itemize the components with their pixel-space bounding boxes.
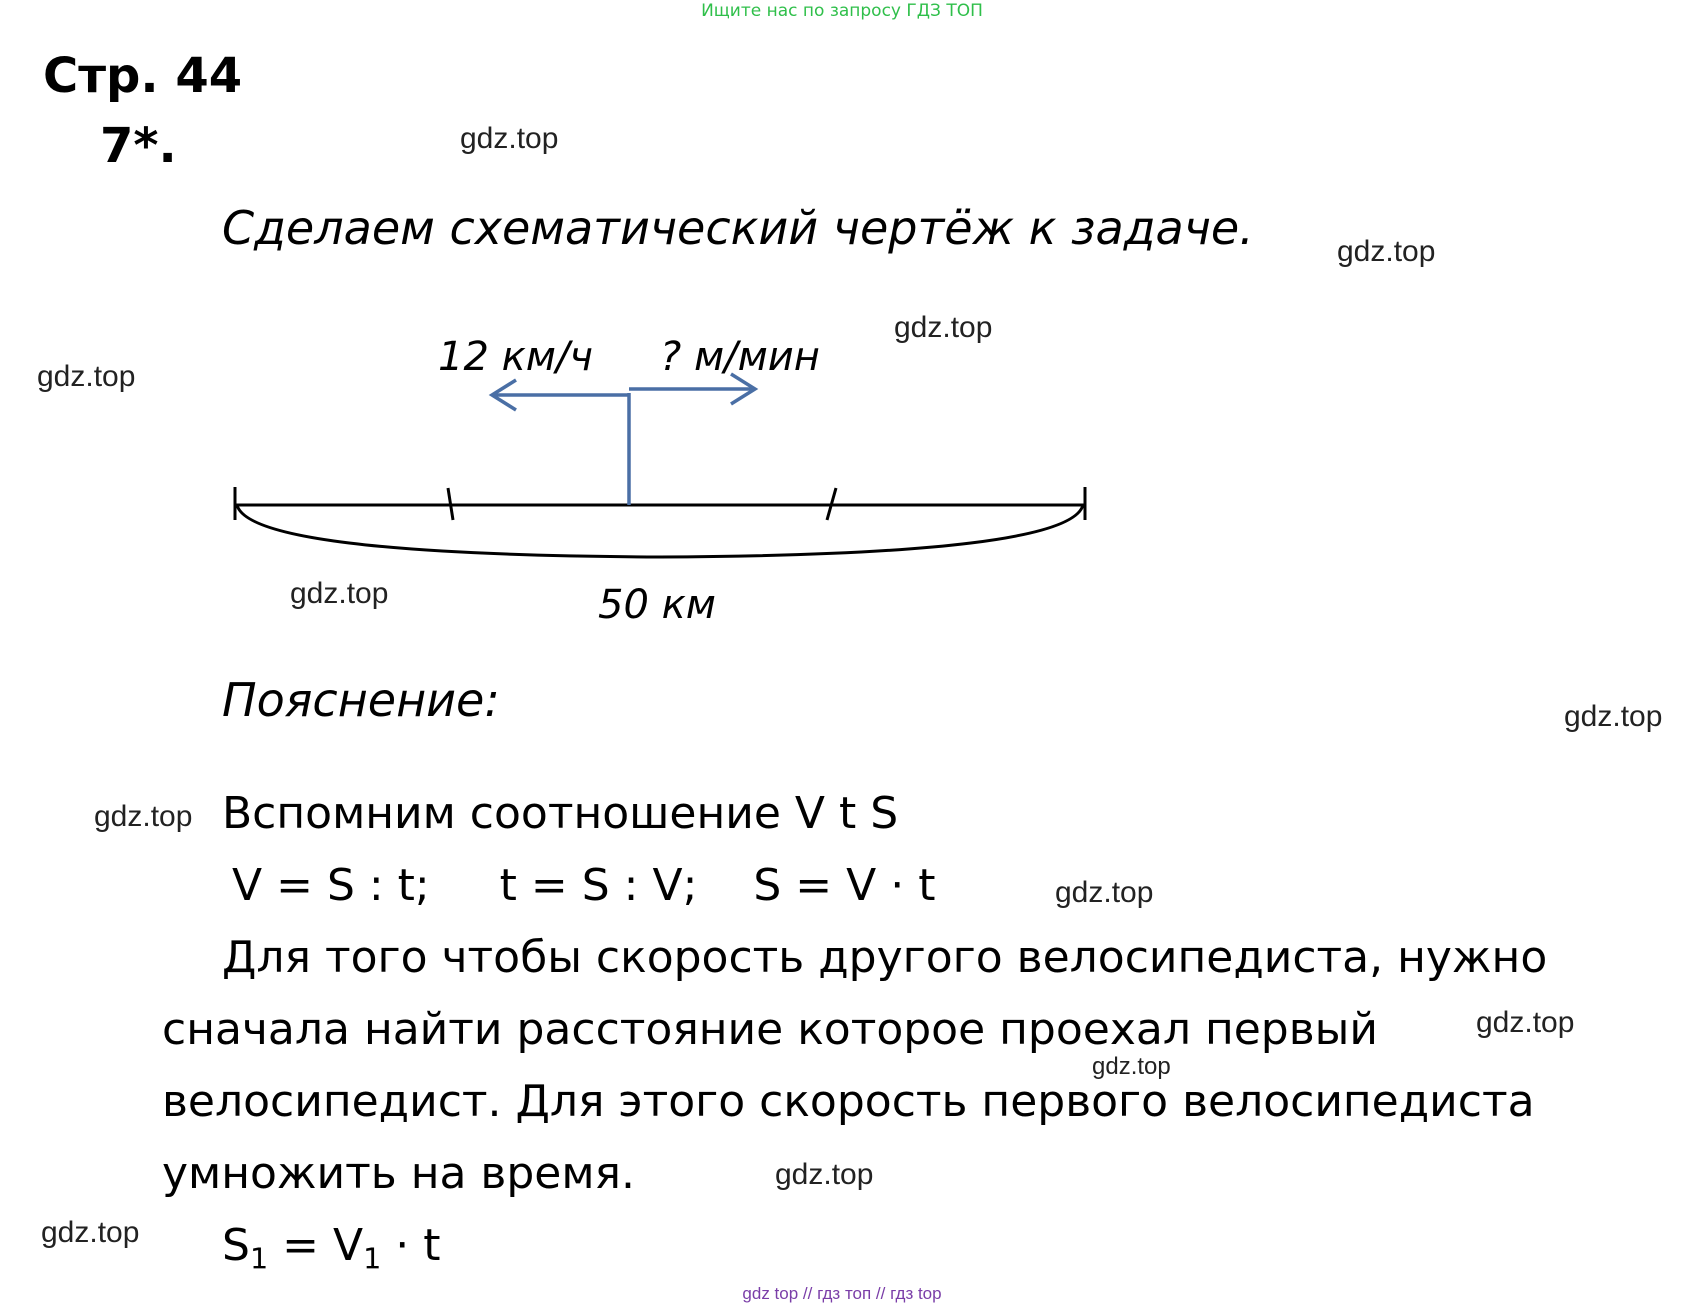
paragraph-line-2: сначала найти расстояние которое проехал первый [162, 1004, 1378, 1055]
watermark: gdz.top [1337, 235, 1436, 268]
task-number: 7*. [100, 118, 177, 174]
top-banner: Ищите нас по запросу ГДЗ ТОП [701, 1, 983, 21]
formulas-line: V = S : t; t = S : V; S = V · t [232, 860, 936, 911]
speed-right-label: ? м/мин [660, 334, 820, 380]
watermark: gdz.top [1564, 700, 1663, 733]
explanation-heading: Пояснение: [222, 673, 500, 727]
watermark: gdz.top [41, 1216, 140, 1249]
paragraph-line-4: умножить на время. [162, 1148, 635, 1199]
final-formula [222, 1218, 441, 1287]
footer-links: gdz top // гдз топ // гдз top [742, 1284, 942, 1303]
watermark: gdz.top [1476, 1006, 1575, 1039]
watermark: gdz.top [775, 1158, 874, 1191]
watermark: gdz.top [37, 360, 136, 393]
formula-s-sub: 1 [249, 1241, 269, 1276]
intro-text: Сделаем схематический чертёж к задаче. [222, 201, 1254, 255]
formula-v-sub: 1 [363, 1241, 382, 1276]
watermark: gdz.top [1055, 876, 1154, 909]
watermark: gdz.top [460, 122, 559, 155]
formula-s: S [222, 1220, 250, 1271]
page-title: Стр. 44 [43, 48, 243, 104]
speed-left-label: 12 км/ч [438, 334, 594, 380]
direction-arrows [492, 374, 755, 505]
formula-rest: · t [381, 1220, 441, 1271]
formula-eq: = [268, 1220, 333, 1271]
distance-label: 50 км [598, 582, 716, 628]
formula-v: V [332, 1220, 364, 1271]
paragraph-line-3: велосипедист. Для этого скорость первого велосипедиста [162, 1076, 1535, 1127]
watermark: gdz.top [94, 800, 193, 833]
distance-brace [237, 505, 1083, 557]
watermark: gdz.top [290, 577, 389, 610]
paragraph-line-1: Для того чтобы скорость другого велосипедиста, нужно [222, 932, 1548, 983]
recall-line: Вспомним соотношение V t S [222, 788, 899, 839]
watermark: gdz.top [1092, 1053, 1171, 1080]
watermark: gdz.top [894, 311, 993, 344]
